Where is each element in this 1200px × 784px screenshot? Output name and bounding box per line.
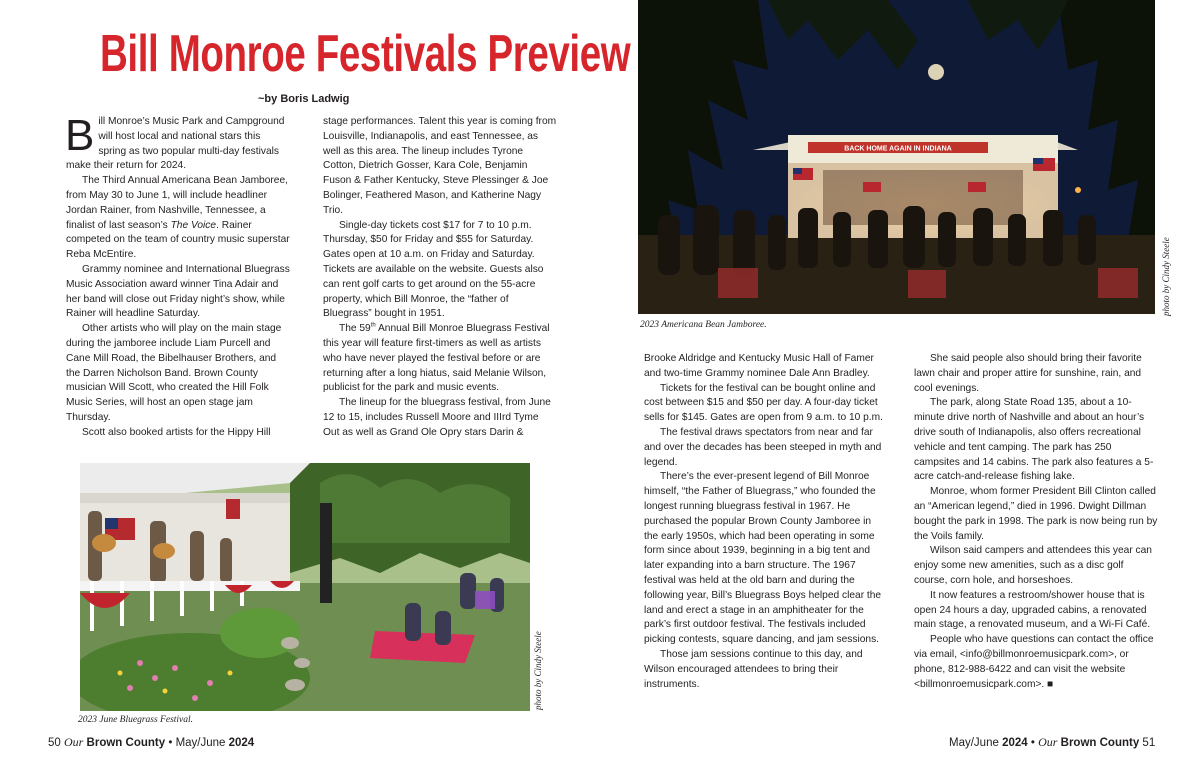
issue-date: May/June <box>175 737 226 749</box>
article-column-2 <box>323 115 557 441</box>
paragraph: The Third Annual Americana Bean Jamboree, from May 30 to June 1, will include headliner Jordan Rainer, from Nashville, Tennessee, a finalist of last season’s The Voice. Rainer competed on the team of country music superstar Reba McEntire. <box>66 175 290 261</box>
stage-banner-text: BACK HOME AGAIN IN INDIANA <box>844 145 952 153</box>
issue-year: 2024 <box>1002 737 1028 749</box>
paragraph: Other artists who will play on the main stage during the jamboree include Liam Purcell and Cane Mill Road, the Bibelhauser Brothers, and the Darren Nicholson Band. Brown County musician Will Scott, who created the Hill Folk Music Series, will host an open stage jam Thursday. <box>66 323 282 423</box>
paragraph: The lineup for the bluegrass festival, from June 12 to 15, includes Russell Moore and IIIrd Tyme Out as well as Grand Ole Opry stars Darin & <box>323 397 551 438</box>
photo-caption-night: 2023 Americana Bean Jamboree. <box>640 320 767 330</box>
paragraph: People who have questions can contact the office via email, <info@billmonroemusicpark.com>, or phone, 812-988-6422 and can visit the website <billmonroemusicpark.com>. ■ <box>914 634 1154 690</box>
paragraph: Brooke Aldridge and Kentucky Music Hall of Famer and two-time Grammy nominee Dale Ann Bradley. <box>644 353 874 379</box>
footer-right: May/June 2024 • Our Brown County 51 <box>949 735 1156 749</box>
paragraph: The festival draws spectators from near and far and over the decades has been steeped in myth and legend. <box>644 426 882 468</box>
paragraph: It now features a restroom/shower house that is open 24 hours a day, upgraded cabins, a renovated main stage, a renovated museum, and a Wi-Fi Café. <box>914 589 1151 631</box>
paragraph: Wilson said campers and attendees this year can enjoy some new amenities, such as a disc golf course, corn hole, and horseshoes. <box>914 545 1152 586</box>
paragraph: The park, along State Road 135, about a 10-minute drive north of Nashville and about an hour’s drive south of Indianapolis, also offers recreational vehicle and tent camping. The park has 250 campsites and 14 cabins. The park also features a 5-acre catch-and-release fishing lake. <box>914 397 1154 483</box>
paragraph: The 59th Annual Bill Monroe Bluegrass Festival this year will feature first-timers as well as artists who have never played the festival before or are returning after a long hiatus, said Melanie Wilson, publicist for the park and music events. <box>323 322 550 394</box>
article-column-4 <box>914 352 1158 692</box>
paragraph: Grammy nominee and International Bluegrass Music Association award winner Tina Adair and her band will close out Friday night’s show, while Rainer will headline Saturday. <box>66 263 290 320</box>
photo-credit-night: photo by Cindy Steele <box>1161 237 1171 316</box>
day-stage-illustration <box>80 463 530 711</box>
byline: ~by Boris Ladwig <box>258 93 350 105</box>
paragraph: Tickets for the festival can be bought online and cost between $15 and $50 per day. A four-day ticket sells for $145. Gates are open from 9 a.m. to 10 p.m. <box>644 382 883 424</box>
article-column-1 <box>65 111 290 441</box>
photo-caption-day: 2023 June Bluegrass Festival. <box>78 715 194 725</box>
magazine-logo-our: Our <box>64 735 84 749</box>
article-column-3 <box>644 352 887 692</box>
photo-june-bluegrass-festival <box>80 463 530 711</box>
photo-americana-bean-jamboree <box>638 0 1155 314</box>
paragraph: Single-day tickets cost $17 for 7 to 10 p.m. Thursday, $50 for Friday and $55 for Saturday. Gates open at 10 a.m. on Friday and Saturday. Tickets are available on the website. Guests also can rent golf carts to get around on the 55-acre property, which Bill Monroe, the “father of Bluegrass” bought in 1951. <box>323 219 544 320</box>
paragraph: Monroe, whom former President Bill Clinton called an “American legend,” died in 1996. Dwight Dillman bought the park in 1998. The park is now being run by the Voils family. <box>914 486 1158 542</box>
night-stage-illustration <box>638 0 1155 314</box>
paragraph: Scott also booked artists for the Hippy Hill <box>82 426 271 438</box>
magazine-logo-our: Our <box>1038 735 1058 749</box>
page-number: 51 <box>1142 737 1156 749</box>
photo-credit-day: photo by Cindy Steele <box>533 631 543 710</box>
paragraph: She said people also should bring their favorite lawn chair and proper attire for sunshine, rain, and cool evenings. <box>914 353 1142 394</box>
article-title: Bill Monroe Festivals Preview <box>100 25 631 83</box>
magazine-name: Brown County <box>1060 737 1140 749</box>
issue-date: May/June <box>949 737 999 749</box>
page-number: 50 <box>48 737 61 749</box>
drop-cap: B <box>65 111 95 160</box>
paragraph: There’s the ever-present legend of Bill Monroe himself, “the Father of Bluegrass,” who founded the longest running bluegrass festival in 1967. He purchased the popular Brown County Jamboree in the early 1950s, which had been operating in some form since about 1939, beginning in a big tent and later expanding into a barn structure. The 1967 festival was held at the old barn and during the following year, Bill’s Bluegrass Boys helped clear the land and erect a stage in an amphitheater for the park’s first outdoor festival. The festivals included picking contests, square dancing, and jam sessions. <box>644 471 882 646</box>
paragraph: Bill Monroe’s Music Park and Campground will host local and national stars this spring as two popular multi-day festivals make their return for 2024. <box>65 111 285 172</box>
paragraph: Those jam sessions continue to this day, and Wilson encouraged attendees to bring their instruments. <box>644 648 863 690</box>
magazine-name: Brown County <box>86 737 166 749</box>
footer-left: 50 Our Brown County • May/June 2024 <box>48 735 255 749</box>
issue-year: 2024 <box>228 737 255 749</box>
paragraph: stage performances. Talent this year is coming from Louisville, Indianapolis, and east Tennessee, as well as this area. The lineup includes Tyrone Cotton, Dietrich Gosser, Kara Cole, Benjamin Fuson & Father Kentucky, Steve Plessinger & Joe Bolinger, Feathered Mason, and Katherine Nagy Trio. <box>323 116 557 216</box>
